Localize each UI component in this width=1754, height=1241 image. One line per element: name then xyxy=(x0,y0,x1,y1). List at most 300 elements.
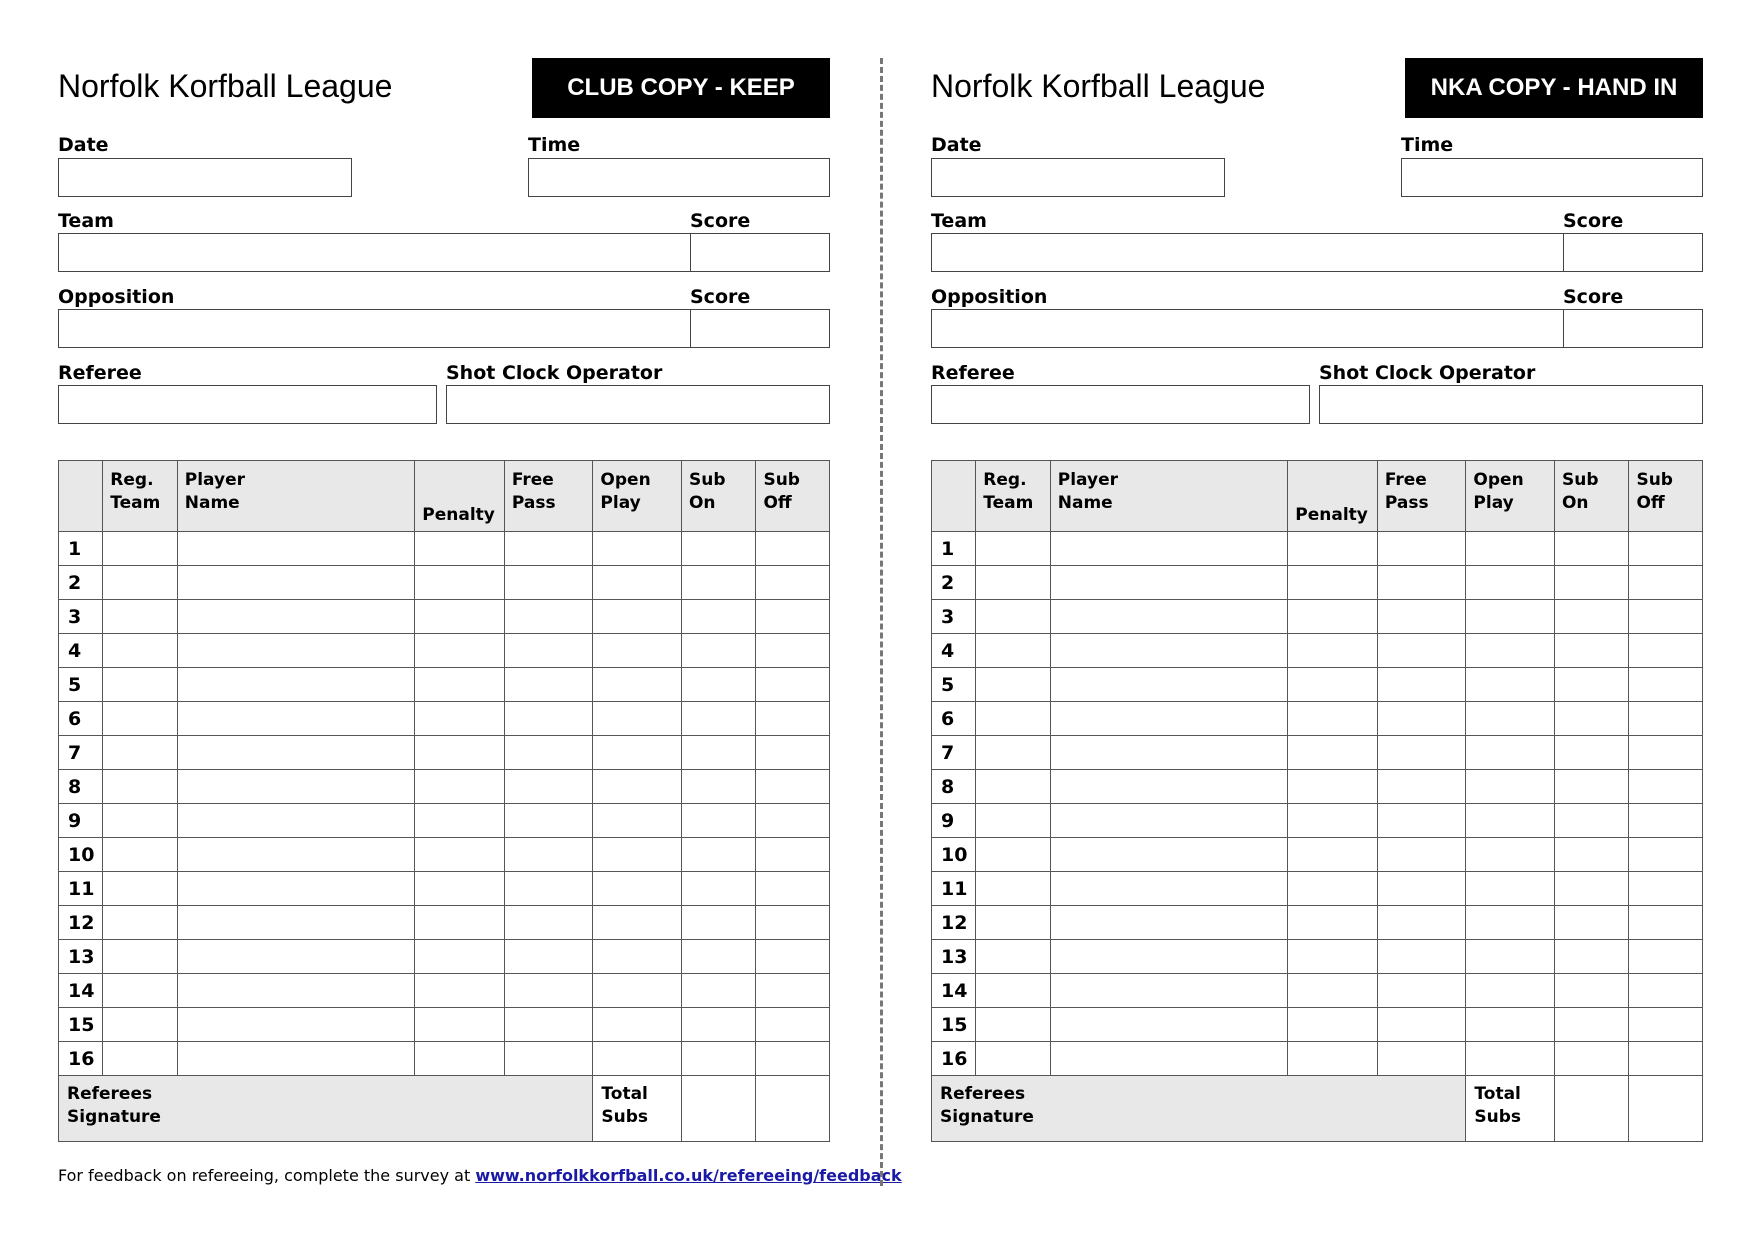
row-number: 7 xyxy=(59,736,103,770)
open-play-cell[interactable] xyxy=(1466,566,1555,600)
row-number: 10 xyxy=(932,838,976,872)
player-name-cell[interactable] xyxy=(177,702,415,736)
reg-team-cell[interactable] xyxy=(976,804,1050,838)
opposition-label: Opposition xyxy=(931,286,1048,308)
table-row xyxy=(932,838,1703,872)
total-sub-on-cell[interactable] xyxy=(681,1076,755,1142)
reg-team-cell[interactable] xyxy=(103,634,177,668)
sub-off-header: Sub Off xyxy=(756,461,830,532)
open-play-cell[interactable] xyxy=(593,736,682,770)
penalty-cell[interactable] xyxy=(415,566,505,600)
free-pass-cell[interactable] xyxy=(504,872,593,906)
sub-on-cell[interactable] xyxy=(1554,838,1628,872)
reg-team-cell[interactable] xyxy=(976,668,1050,702)
sub-off-cell[interactable] xyxy=(756,566,830,600)
sub-on-cell[interactable] xyxy=(681,736,755,770)
row-number: 6 xyxy=(59,702,103,736)
open-play-cell[interactable] xyxy=(593,668,682,702)
sub-off-cell[interactable] xyxy=(1629,872,1703,906)
row-number: 14 xyxy=(59,974,103,1008)
total-subs-label: Total Subs xyxy=(593,1076,682,1142)
sub-off-cell[interactable] xyxy=(1629,1042,1703,1076)
player-name-cell[interactable] xyxy=(177,872,415,906)
sub-on-cell[interactable] xyxy=(1554,1008,1628,1042)
sub-on-cell[interactable] xyxy=(681,940,755,974)
player-name-cell[interactable] xyxy=(1050,702,1288,736)
open-play-cell[interactable] xyxy=(593,906,682,940)
open-play-cell[interactable] xyxy=(1466,634,1555,668)
total-sub-on-cell[interactable] xyxy=(1554,1076,1628,1142)
table-row xyxy=(932,1042,1703,1076)
free-pass-cell[interactable] xyxy=(1377,600,1466,634)
row-number: 1 xyxy=(59,532,103,566)
penalty-cell[interactable] xyxy=(1288,804,1378,838)
reg-team-cell[interactable] xyxy=(976,634,1050,668)
free-pass-cell[interactable] xyxy=(504,906,593,940)
referee-label: Referee xyxy=(931,362,1015,384)
team-field[interactable] xyxy=(931,233,1565,272)
penalty-cell[interactable] xyxy=(1288,940,1378,974)
reg-team-cell[interactable] xyxy=(976,600,1050,634)
player-name-cell[interactable] xyxy=(177,532,415,566)
free-pass-header: Free Pass xyxy=(1377,461,1466,532)
sub-on-cell[interactable] xyxy=(681,872,755,906)
penalty-cell[interactable] xyxy=(1288,736,1378,770)
sub-on-cell[interactable] xyxy=(681,532,755,566)
free-pass-cell[interactable] xyxy=(504,532,593,566)
penalty-cell[interactable] xyxy=(415,974,505,1008)
free-pass-cell[interactable] xyxy=(504,838,593,872)
penalty-cell[interactable] xyxy=(1288,532,1378,566)
sub-on-cell[interactable] xyxy=(681,804,755,838)
open-play-cell[interactable] xyxy=(1466,838,1555,872)
player-name-cell[interactable] xyxy=(1050,770,1288,804)
free-pass-cell[interactable] xyxy=(1377,668,1466,702)
free-pass-cell[interactable] xyxy=(1377,736,1466,770)
open-play-cell[interactable] xyxy=(1466,1042,1555,1076)
row-number: 11 xyxy=(59,872,103,906)
reg-team-cell[interactable] xyxy=(976,566,1050,600)
table-row xyxy=(932,600,1703,634)
player-name-cell[interactable] xyxy=(177,1008,415,1042)
penalty-cell[interactable] xyxy=(1288,634,1378,668)
open-play-cell[interactable] xyxy=(1466,600,1555,634)
sub-off-cell[interactable] xyxy=(756,702,830,736)
open-play-cell[interactable] xyxy=(593,702,682,736)
sub-off-cell[interactable] xyxy=(756,1042,830,1076)
reg-team-cell[interactable] xyxy=(103,1008,177,1042)
open-play-cell[interactable] xyxy=(593,940,682,974)
sub-on-cell[interactable] xyxy=(1554,634,1628,668)
player-name-cell[interactable] xyxy=(1050,940,1288,974)
row-number: 10 xyxy=(59,838,103,872)
free-pass-cell[interactable] xyxy=(1377,1042,1466,1076)
open-play-cell[interactable] xyxy=(1466,940,1555,974)
row-number: 2 xyxy=(59,566,103,600)
open-play-cell[interactable] xyxy=(1466,906,1555,940)
table-row xyxy=(59,872,830,906)
sub-off-cell[interactable] xyxy=(1629,736,1703,770)
reg-team-cell[interactable] xyxy=(103,940,177,974)
open-play-cell[interactable] xyxy=(593,1008,682,1042)
sub-off-cell[interactable] xyxy=(1629,634,1703,668)
sub-on-cell[interactable] xyxy=(1554,668,1628,702)
reg-team-cell[interactable] xyxy=(103,804,177,838)
sub-on-cell[interactable] xyxy=(1554,940,1628,974)
free-pass-cell[interactable] xyxy=(1377,940,1466,974)
player-name-cell[interactable] xyxy=(1050,600,1288,634)
number-header xyxy=(932,461,976,532)
free-pass-cell[interactable] xyxy=(504,974,593,1008)
reg-team-cell[interactable] xyxy=(976,838,1050,872)
player-name-cell[interactable] xyxy=(177,566,415,600)
open-play-cell[interactable] xyxy=(593,600,682,634)
player-name-cell[interactable] xyxy=(1050,566,1288,600)
reg-team-cell[interactable] xyxy=(976,974,1050,1008)
open-play-cell[interactable] xyxy=(593,634,682,668)
free-pass-cell[interactable] xyxy=(1377,532,1466,566)
row-number: 4 xyxy=(932,634,976,668)
sub-off-cell[interactable] xyxy=(1629,532,1703,566)
player-name-cell[interactable] xyxy=(1050,906,1288,940)
team-score-label: Score xyxy=(1563,210,1624,232)
table-row xyxy=(932,634,1703,668)
sub-off-cell[interactable] xyxy=(1629,702,1703,736)
open-play-cell[interactable] xyxy=(1466,770,1555,804)
shot-clock-operator-field[interactable] xyxy=(1319,385,1703,424)
penalty-cell[interactable] xyxy=(415,906,505,940)
reg-team-cell[interactable] xyxy=(976,906,1050,940)
reg-team-cell[interactable] xyxy=(976,1042,1050,1076)
shot-clock-operator-label: Shot Clock Operator xyxy=(1319,362,1536,384)
sub-off-cell[interactable] xyxy=(1629,770,1703,804)
reg-team-cell[interactable] xyxy=(103,974,177,1008)
row-number: 6 xyxy=(932,702,976,736)
penalty-cell[interactable] xyxy=(1288,600,1378,634)
player-name-cell[interactable] xyxy=(177,974,415,1008)
open-play-cell[interactable] xyxy=(1466,532,1555,566)
row-number: 5 xyxy=(59,668,103,702)
free-pass-cell[interactable] xyxy=(1377,872,1466,906)
player-name-cell[interactable] xyxy=(1050,804,1288,838)
sub-off-cell[interactable] xyxy=(756,668,830,702)
sub-off-cell[interactable] xyxy=(756,940,830,974)
free-pass-header: Free Pass xyxy=(504,461,593,532)
free-pass-cell[interactable] xyxy=(504,600,593,634)
table-row xyxy=(59,1008,830,1042)
free-pass-cell[interactable] xyxy=(1377,838,1466,872)
open-play-cell[interactable] xyxy=(1466,736,1555,770)
time-field[interactable] xyxy=(528,158,830,197)
free-pass-cell[interactable] xyxy=(1377,906,1466,940)
sub-off-cell[interactable] xyxy=(756,872,830,906)
team-score-field[interactable] xyxy=(1563,233,1703,272)
table-row xyxy=(932,872,1703,906)
sub-on-cell[interactable] xyxy=(681,600,755,634)
player-name-cell[interactable] xyxy=(1050,872,1288,906)
reg-team-cell[interactable] xyxy=(103,702,177,736)
player-name-cell[interactable] xyxy=(177,634,415,668)
sub-off-cell[interactable] xyxy=(1629,668,1703,702)
reg-team-cell[interactable] xyxy=(976,770,1050,804)
penalty-cell[interactable] xyxy=(1288,1042,1378,1076)
penalty-cell[interactable] xyxy=(1288,906,1378,940)
free-pass-cell[interactable] xyxy=(1377,974,1466,1008)
open-play-cell[interactable] xyxy=(593,532,682,566)
date-label: Date xyxy=(931,134,982,156)
sub-on-cell[interactable] xyxy=(681,702,755,736)
sub-on-cell[interactable] xyxy=(1554,532,1628,566)
penalty-header: Penalty xyxy=(415,461,505,532)
player-name-cell[interactable] xyxy=(1050,838,1288,872)
sub-on-cell[interactable] xyxy=(1554,906,1628,940)
sub-on-cell[interactable] xyxy=(681,1008,755,1042)
sub-off-cell[interactable] xyxy=(1629,906,1703,940)
open-play-cell[interactable] xyxy=(1466,804,1555,838)
opposition-score-field[interactable] xyxy=(690,309,830,348)
free-pass-cell[interactable] xyxy=(504,1042,593,1076)
penalty-cell[interactable] xyxy=(415,872,505,906)
sub-on-cell[interactable] xyxy=(1554,736,1628,770)
feedback-link[interactable]: www.norfolkkorfball.co.uk/refereeing/feedback xyxy=(475,1166,902,1185)
penalty-cell[interactable] xyxy=(1288,702,1378,736)
sub-on-cell[interactable] xyxy=(1554,566,1628,600)
team-score-field[interactable] xyxy=(690,233,830,272)
row-number: 1 xyxy=(932,532,976,566)
copy-badge: NKA COPY - HAND IN xyxy=(1405,58,1703,118)
sub-on-cell[interactable] xyxy=(681,770,755,804)
sub-on-cell[interactable] xyxy=(1554,872,1628,906)
reg-team-cell[interactable] xyxy=(103,906,177,940)
date-label: Date xyxy=(58,134,109,156)
free-pass-cell[interactable] xyxy=(504,940,593,974)
sub-on-cell[interactable] xyxy=(681,838,755,872)
referees-signature-cell[interactable]: Referees Signature xyxy=(59,1076,593,1142)
player-name-cell[interactable] xyxy=(177,770,415,804)
open-play-cell[interactable] xyxy=(593,804,682,838)
penalty-cell[interactable] xyxy=(1288,668,1378,702)
reg-team-cell[interactable] xyxy=(103,566,177,600)
sub-on-cell[interactable] xyxy=(1554,974,1628,1008)
sub-on-cell[interactable] xyxy=(1554,600,1628,634)
open-play-cell[interactable] xyxy=(593,974,682,1008)
team-field[interactable] xyxy=(58,233,692,272)
penalty-cell[interactable] xyxy=(415,634,505,668)
player-name-cell[interactable] xyxy=(177,668,415,702)
penalty-cell[interactable] xyxy=(415,838,505,872)
free-pass-cell[interactable] xyxy=(504,634,593,668)
reg-team-cell[interactable] xyxy=(103,838,177,872)
free-pass-cell[interactable] xyxy=(504,668,593,702)
reg-team-cell[interactable] xyxy=(103,600,177,634)
free-pass-cell[interactable] xyxy=(504,702,593,736)
open-play-cell[interactable] xyxy=(1466,1008,1555,1042)
total-sub-off-cell[interactable] xyxy=(1629,1076,1703,1142)
row-number: 16 xyxy=(59,1042,103,1076)
sub-on-cell[interactable] xyxy=(681,974,755,1008)
reg-team-cell[interactable] xyxy=(976,940,1050,974)
referees-signature-cell[interactable]: Referees Signature xyxy=(932,1076,1466,1142)
sub-on-cell[interactable] xyxy=(681,566,755,600)
shot-clock-operator-label: Shot Clock Operator xyxy=(446,362,663,384)
free-pass-cell[interactable] xyxy=(504,770,593,804)
copy-badge: CLUB COPY - KEEP xyxy=(532,58,830,118)
penalty-cell[interactable] xyxy=(1288,770,1378,804)
penalty-cell[interactable] xyxy=(1288,1008,1378,1042)
free-pass-cell[interactable] xyxy=(504,1008,593,1042)
sub-on-cell[interactable] xyxy=(681,1042,755,1076)
open-play-cell[interactable] xyxy=(593,1042,682,1076)
sub-off-cell[interactable] xyxy=(756,906,830,940)
open-play-cell[interactable] xyxy=(1466,702,1555,736)
table-row xyxy=(59,770,830,804)
open-play-cell[interactable] xyxy=(593,566,682,600)
sub-on-cell[interactable] xyxy=(681,906,755,940)
player-name-cell[interactable] xyxy=(177,838,415,872)
penalty-cell[interactable] xyxy=(415,532,505,566)
sub-off-cell[interactable] xyxy=(756,736,830,770)
opposition-field[interactable] xyxy=(58,309,692,348)
total-subs-label: Total Subs xyxy=(1466,1076,1555,1142)
sub-off-cell[interactable] xyxy=(1629,566,1703,600)
penalty-cell[interactable] xyxy=(1288,566,1378,600)
row-number: 5 xyxy=(932,668,976,702)
table-header-row xyxy=(59,461,830,532)
reg-team-cell[interactable] xyxy=(103,770,177,804)
reg-team-cell[interactable] xyxy=(103,736,177,770)
penalty-cell[interactable] xyxy=(415,668,505,702)
player-name-cell[interactable] xyxy=(177,736,415,770)
sub-off-cell[interactable] xyxy=(1629,838,1703,872)
reg-team-cell[interactable] xyxy=(976,736,1050,770)
player-name-header: Player Name xyxy=(1050,461,1288,532)
table-row xyxy=(59,838,830,872)
penalty-cell[interactable] xyxy=(415,736,505,770)
reg-team-cell[interactable] xyxy=(103,872,177,906)
sub-on-cell[interactable] xyxy=(681,634,755,668)
sub-off-cell[interactable] xyxy=(1629,1008,1703,1042)
player-name-cell[interactable] xyxy=(1050,1042,1288,1076)
referee-field[interactable] xyxy=(931,385,1310,424)
sub-on-cell[interactable] xyxy=(1554,770,1628,804)
opposition-score-field[interactable] xyxy=(1563,309,1703,348)
free-pass-cell[interactable] xyxy=(1377,634,1466,668)
penalty-cell[interactable] xyxy=(1288,838,1378,872)
reg-team-cell[interactable] xyxy=(103,1042,177,1076)
reg-team-cell[interactable] xyxy=(976,532,1050,566)
free-pass-cell[interactable] xyxy=(1377,804,1466,838)
row-number: 13 xyxy=(59,940,103,974)
sub-off-cell[interactable] xyxy=(756,838,830,872)
player-name-cell[interactable] xyxy=(177,600,415,634)
table-row xyxy=(59,736,830,770)
player-name-cell[interactable] xyxy=(177,906,415,940)
sub-off-cell[interactable] xyxy=(1629,974,1703,1008)
free-pass-cell[interactable] xyxy=(504,804,593,838)
penalty-cell[interactable] xyxy=(415,1042,505,1076)
date-field[interactable] xyxy=(58,158,352,197)
sub-off-cell[interactable] xyxy=(756,532,830,566)
penalty-cell[interactable] xyxy=(415,804,505,838)
reg-team-header: Reg. Team xyxy=(976,461,1050,532)
penalty-cell[interactable] xyxy=(1288,974,1378,1008)
table-row xyxy=(932,770,1703,804)
sub-on-cell[interactable] xyxy=(1554,804,1628,838)
sub-off-cell[interactable] xyxy=(1629,940,1703,974)
row-number: 3 xyxy=(59,600,103,634)
open-play-cell[interactable] xyxy=(1466,872,1555,906)
player-name-cell[interactable] xyxy=(1050,974,1288,1008)
open-play-cell[interactable] xyxy=(593,838,682,872)
sub-off-cell[interactable] xyxy=(756,1008,830,1042)
penalty-cell[interactable] xyxy=(415,1008,505,1042)
player-name-cell[interactable] xyxy=(1050,1008,1288,1042)
time-label: Time xyxy=(1401,134,1454,156)
team-score-label: Score xyxy=(690,210,751,232)
sub-on-cell[interactable] xyxy=(681,668,755,702)
total-sub-off-cell[interactable] xyxy=(756,1076,830,1142)
penalty-cell[interactable] xyxy=(415,600,505,634)
penalty-cell[interactable] xyxy=(415,940,505,974)
penalty-cell[interactable] xyxy=(415,770,505,804)
free-pass-cell[interactable] xyxy=(504,736,593,770)
player-name-cell[interactable] xyxy=(1050,532,1288,566)
sub-off-cell[interactable] xyxy=(756,770,830,804)
penalty-cell[interactable] xyxy=(415,702,505,736)
sub-off-cell[interactable] xyxy=(756,974,830,1008)
referee-field[interactable] xyxy=(58,385,437,424)
free-pass-cell[interactable] xyxy=(1377,702,1466,736)
reg-team-cell[interactable] xyxy=(976,702,1050,736)
player-name-cell[interactable] xyxy=(1050,634,1288,668)
table-row xyxy=(59,804,830,838)
open-play-cell[interactable] xyxy=(593,872,682,906)
open-play-cell[interactable] xyxy=(1466,668,1555,702)
reg-team-header: Reg. Team xyxy=(103,461,177,532)
sub-off-cell[interactable] xyxy=(1629,600,1703,634)
free-pass-cell[interactable] xyxy=(1377,566,1466,600)
reg-team-cell[interactable] xyxy=(976,872,1050,906)
table-row xyxy=(59,600,830,634)
free-pass-cell[interactable] xyxy=(1377,1008,1466,1042)
player-name-cell[interactable] xyxy=(1050,668,1288,702)
sub-off-cell[interactable] xyxy=(1629,804,1703,838)
sub-off-cell[interactable] xyxy=(756,804,830,838)
player-name-cell[interactable] xyxy=(177,1042,415,1076)
penalty-cell[interactable] xyxy=(1288,872,1378,906)
open-play-cell[interactable] xyxy=(593,770,682,804)
date-field[interactable] xyxy=(931,158,1225,197)
opposition-field[interactable] xyxy=(931,309,1565,348)
sub-on-cell[interactable] xyxy=(1554,1042,1628,1076)
player-name-cell[interactable] xyxy=(177,940,415,974)
free-pass-cell[interactable] xyxy=(1377,770,1466,804)
open-play-cell[interactable] xyxy=(1466,974,1555,1008)
reg-team-cell[interactable] xyxy=(976,1008,1050,1042)
sub-on-cell[interactable] xyxy=(1554,702,1628,736)
free-pass-cell[interactable] xyxy=(504,566,593,600)
player-name-cell[interactable] xyxy=(1050,736,1288,770)
reg-team-cell[interactable] xyxy=(103,668,177,702)
shot-clock-operator-field[interactable] xyxy=(446,385,830,424)
open-play-header: Open Play xyxy=(1466,461,1555,532)
reg-team-cell[interactable] xyxy=(103,532,177,566)
player-name-cell[interactable] xyxy=(177,804,415,838)
table-row xyxy=(932,702,1703,736)
time-field[interactable] xyxy=(1401,158,1703,197)
sub-off-cell[interactable] xyxy=(756,634,830,668)
sub-off-cell[interactable] xyxy=(756,600,830,634)
